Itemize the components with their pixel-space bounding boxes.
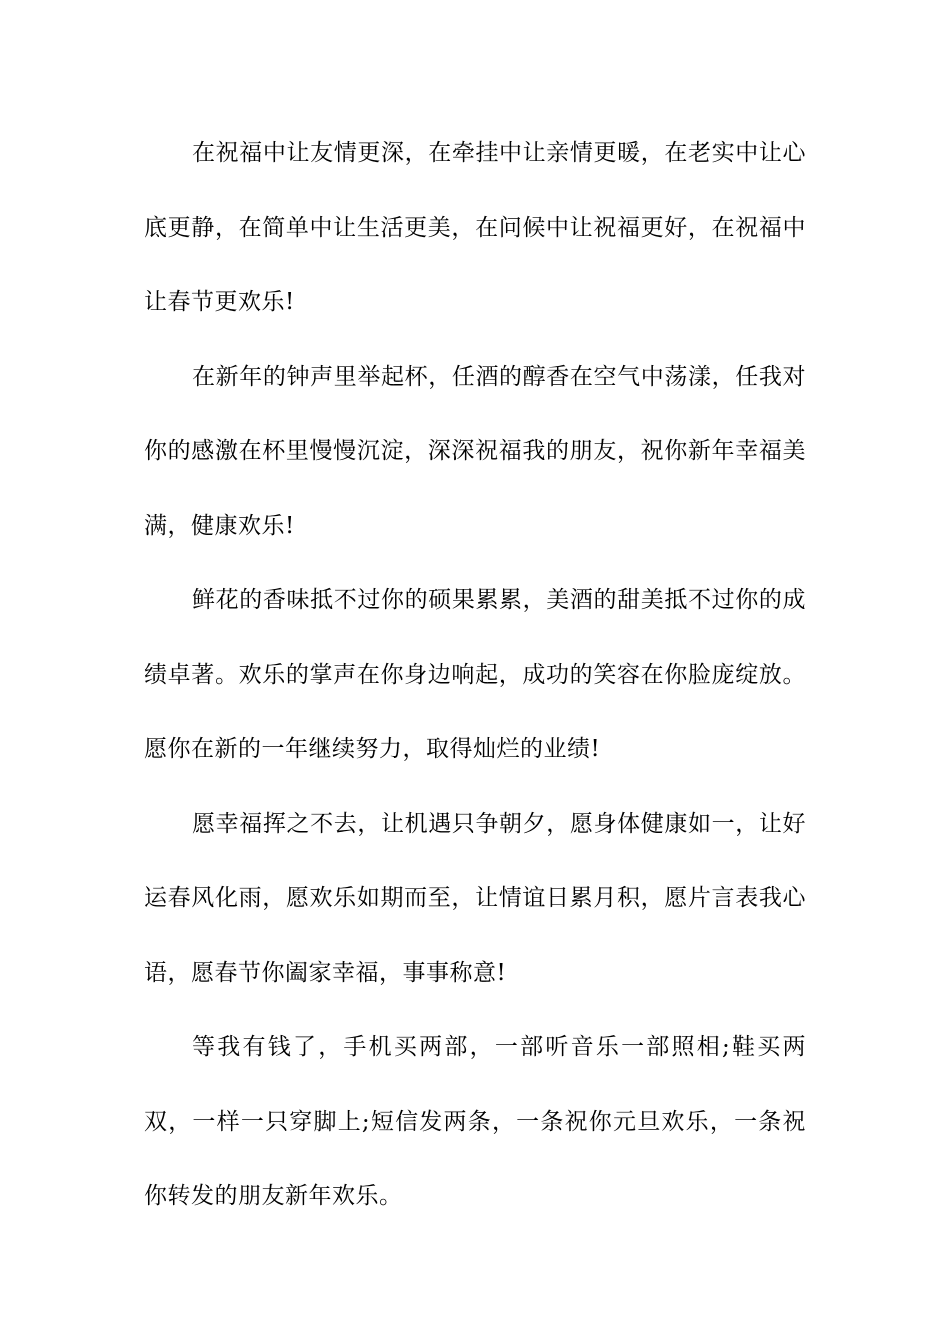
paragraph: 在祝福中让友情更深，在牵挂中让亲情更暖，在老实中让心底更静，在简单中让生活更美，在问候中让祝福更好，在祝福中让春节更欢乐! — [144, 140, 806, 315]
paragraph: 在新年的钟声里举起杯，任酒的醇香在空气中荡漾，任我对你的感激在杯里慢慢沉淀，深深祝福我的朋友，祝你新年幸福美满，健康欢乐! — [144, 363, 806, 539]
document-body — [144, 116, 806, 1234]
paragraph: 愿幸福挥之不去，让机遇只争朝夕，愿身体健康如一，让好运春风化雨，愿欢乐如期而至，让情谊日累月积，愿片言表我心语，愿春节你阖家幸福，事事称意! — [144, 810, 806, 986]
paragraph: 鲜花的香味抵不过你的硕果累累，美酒的甜美抵不过你的成绩卓著。欢乐的掌声在你身边响起，成功的笑容在你脸庞绽放。愿你在新的一年继续努力，取得灿烂的业绩! — [144, 587, 806, 762]
paragraph: 等我有钱了，手机买两部，一部听音乐一部照相;鞋买两双，一样一只穿脚上;短信发两条，一条祝你元旦欢乐，一条祝你转发的朋友新年欢乐。 — [144, 1034, 806, 1209]
